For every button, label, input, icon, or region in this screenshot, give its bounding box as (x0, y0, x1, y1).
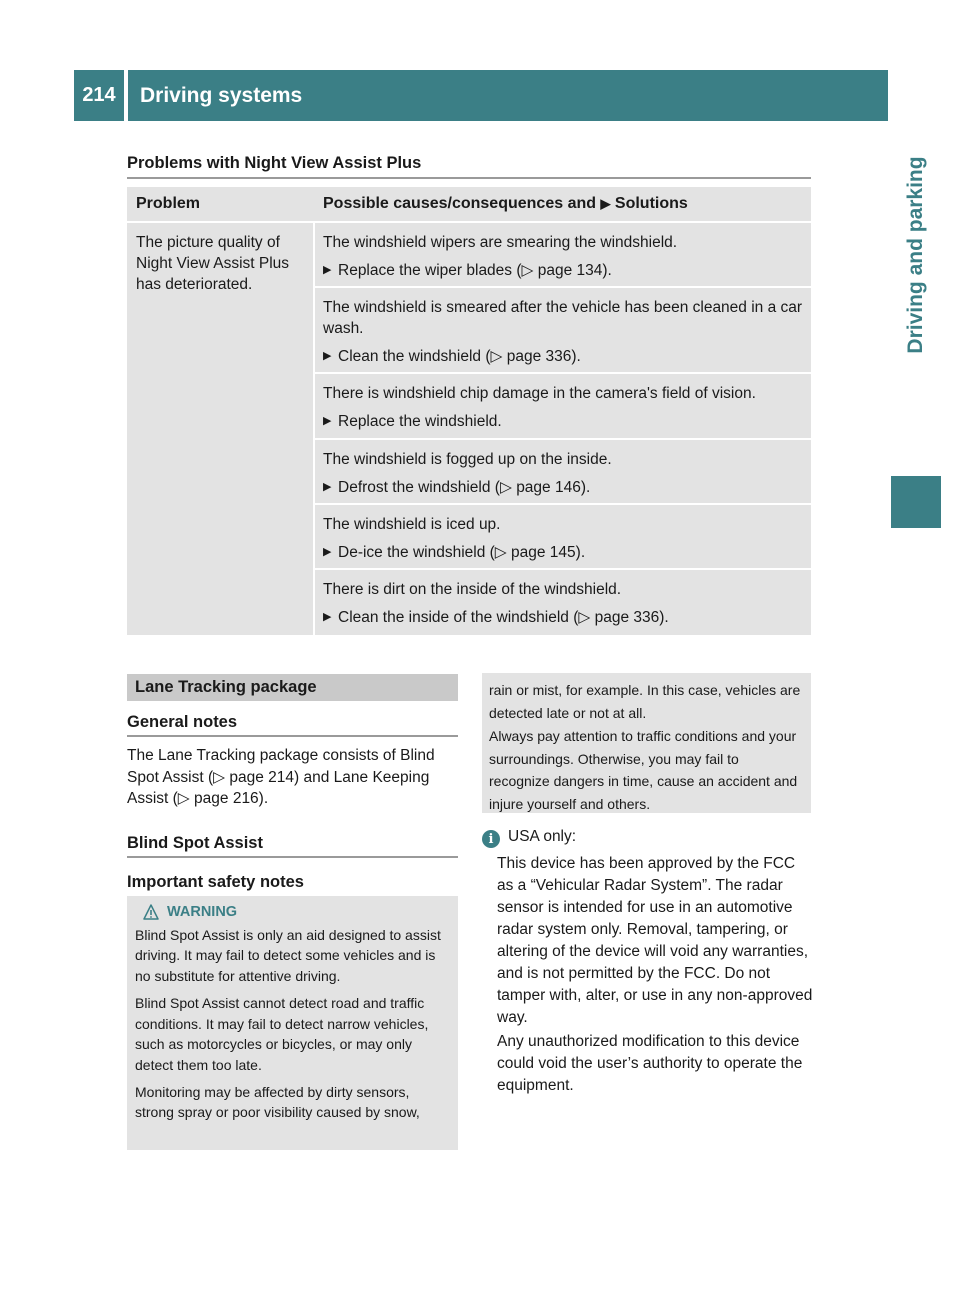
warning-header (143, 902, 450, 923)
side-tab-marker (891, 476, 941, 528)
column-header-causes (323, 187, 688, 221)
info-paragraph: This device has been approved by the FCC as a “Vehicular Radar System”. The radar sensor is intended for use in an automotive radar system only. Removal, tampering, or altering of the device will void any warranties, and is not permitted by the FCC. Do not tamper with, alter, or use in any non-approved way. (497, 855, 813, 1026)
general-notes-text: The Lane Tracking package consists of Blind Spot Assist (▷ page 214) and Lane Keeping Assist (▷ page 216). (127, 747, 435, 807)
solution-text: Defrost the windshield (▷ page 146). (338, 479, 591, 496)
cause-text: The windshield wipers are smearing the windshield. (323, 234, 678, 251)
general-notes-heading: General notes (127, 713, 238, 731)
arrow-icon: ▶ (323, 415, 332, 427)
table-row (315, 505, 811, 568)
warning-paragraph: rain or mist, for example. In this case, vehicles are detected late or not at all. (489, 682, 801, 721)
arrow-icon: ▶ (323, 611, 332, 623)
warning-triangle-icon (143, 904, 159, 920)
solution-text: Replace the windshield. (338, 413, 502, 430)
arrow-icon: ▶ (323, 264, 332, 276)
warning-continued-box (482, 673, 811, 813)
section-divider (127, 177, 811, 179)
safety-notes-heading: Important safety notes (127, 873, 304, 891)
cause-text: The windshield is smeared after the vehicle has been cleaned in a car wash. (323, 299, 803, 337)
causes-label: Possible causes/consequences and (323, 195, 601, 212)
info-paragraph: Any unauthorized modification to this device could void the user’s authority to operate the equipment. (497, 1033, 803, 1094)
table-row (315, 440, 811, 503)
arrow-icon: ▶ (323, 546, 332, 558)
cause-text: There is windshield chip damage in the camera's field of vision. (323, 385, 756, 402)
page-number: 214 (74, 70, 124, 121)
arrow-icon: ▶ (600, 196, 611, 211)
solution-text: Clean the windshield (▷ page 336). (338, 348, 581, 365)
heading-divider (127, 735, 458, 737)
cause-text: There is dirt on the inside of the windshield. (323, 581, 622, 598)
arrow-icon: ▶ (323, 481, 332, 493)
arrow-icon: ▶ (323, 350, 332, 362)
table-row (315, 288, 811, 372)
problem-text: The picture quality of Night View Assist Plus has deteriorated. (136, 234, 290, 293)
solution-text: Replace the wiper blades (▷ page 134). (338, 262, 612, 279)
table-row (315, 223, 811, 286)
problem-cell (127, 223, 313, 635)
solution-text: Clean the inside of the windshield (▷ page 336). (338, 609, 669, 626)
warning-paragraph: Always pay attention to traffic conditions and your surroundings. Otherwise, you may fail to recognize dangers in time, cause an accident and injure yourself and others. (489, 728, 798, 812)
warning-paragraph: Blind Spot Assist cannot detect road and traffic conditions. It may fail to detect narrow vehicles, such as motorcycles or bicycles, or may only detect them too late. (135, 994, 429, 1073)
solution-text: De-ice the windshield (▷ page 145). (338, 544, 586, 561)
chapter-title: Driving systems (128, 70, 888, 121)
side-chapter-label: Driving and parking (904, 156, 927, 354)
warning-paragraph: Blind Spot Assist is only an aid designed to assist driving. It may fail to detect some vehicles and is no substitute for attentive driving. (135, 926, 441, 985)
info-body (497, 853, 815, 1099)
table-header (127, 187, 811, 221)
table-row (315, 374, 811, 438)
blind-spot-heading: Blind Spot Assist (127, 834, 263, 852)
heading-divider (127, 856, 458, 858)
lane-tracking-heading: Lane Tracking package (127, 674, 458, 701)
warning-box (127, 896, 458, 1150)
info-icon: i (482, 830, 500, 848)
solutions-label: Solutions (610, 195, 688, 212)
warning-label: WARNING (167, 904, 238, 920)
info-label: USA only: (508, 828, 577, 845)
cause-text: The windshield is iced up. (323, 516, 501, 533)
table-row (315, 570, 811, 635)
section-title: Problems with Night View Assist Plus (127, 154, 422, 172)
cause-text: The windshield is fogged up on the inside. (323, 451, 612, 468)
column-header-problem: Problem (136, 195, 201, 212)
warning-paragraph: Monitoring may be affected by dirty sensors, strong spray or poor visibility caused by snow, (135, 1083, 420, 1121)
